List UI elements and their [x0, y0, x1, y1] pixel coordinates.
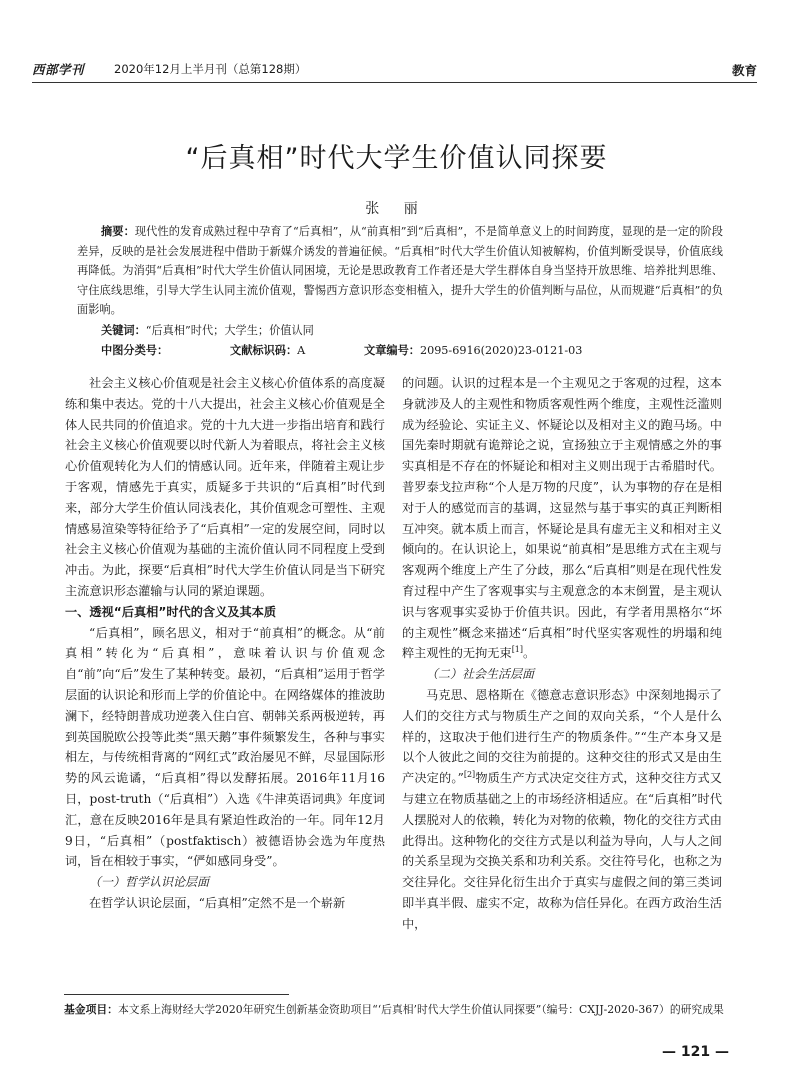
paragraph-text: 马克思、恩格斯在《德意志意识形态》中深刻地揭示了人们的交往方式与物质生产之间的双向关系，“个人是什么样的，这取决于他们进行生产的物质条件。”“生产本身又是以个人彼此之间的交往为前提的。这种交往的形式又是由生产决定的。” [402, 687, 722, 786]
article-label: 文章编号： [364, 343, 420, 357]
citation-ref: [1] [511, 645, 524, 655]
section-label: 教育 [731, 63, 757, 78]
paragraph [402, 685, 722, 935]
paragraph-text: 的问题。认识的过程本是一个主观见之于客观的过程，这本身就涉及人的主观性和物质客观性两个维度，主观性泛滥则成为经验论、实证主义、怀疑论以及相对主义的跑马场。中国先秦时期就有诡辩论之说，宣扬独立于主观情感之外的事实真相是不存在的怀疑论和相对主义则出现于古希腊时代。普罗泰戈拉声称“个人是万物的尺度”，认为事物的存在是相对于人的感觉而言的基调，这显然与基于事实的真正判断相互冲突。就本质上而言，怀疑论是具有虚无主义和相对主义倾向的。在认识论上，如果说“前真相”是思维方式在主观与客观两个维度上产生了分歧，那么“后真相”则是在现代性发育过程中产生了客观事实与主观意念的本末倒置，是主观认识与客观事实妥协于价值共识。因此，有学者用黑格尔“坏的主观性”概念来描述“后真相”时代坚实客观性的坍塌和纯粹主观性的无拘无束 [402, 376, 722, 661]
author: 张 丽 [365, 201, 428, 217]
footnote-label: 基金项目： [64, 1003, 118, 1016]
footnote-text: 本文系上海财经大学2020年研究生创新基金资助项目“‘后真相’时代大学生价值认同探要”（编号：CXJJ-2020-367）的研究成果 [117, 1003, 724, 1016]
article-title: “后真相”时代大学生价值认同探要 [185, 143, 608, 174]
paragraph: 在哲学认识论层面，“后真相”定然不是一个崭新 [89, 895, 346, 910]
paragraph [402, 373, 722, 664]
article-number [364, 342, 582, 358]
doc-label: 文献标识码： [230, 343, 298, 357]
article-value: 2095-6916(2020)23-0121-03 [419, 344, 583, 357]
issue-info: 2020年12月上半月刊（总第128期） [114, 62, 307, 76]
keywords-text: “后真相”时代；大学生；价值认同 [145, 324, 314, 337]
doc-value: A [297, 344, 306, 357]
keywords [101, 322, 314, 338]
subsection-heading: （二）社会生活层面 [426, 667, 535, 682]
paragraph: 社会主义核心价值观是社会主义核心价值体系的高度凝练和集中表达。党的十八大提出，社会主义核心价值观是全体人民共同的价值追求。党的十九大进一步指出培育和践行社会主义核心价值观要以时代新人为着眼点，将社会主义核心价值观转化为人们的情感认同。近年来，伴随着主观让步于客观，情感先于真实，质疑多于共识的“后真相”时代到来，部分大学生价值认同浅表化，其价值观念可塑性、主观情感易渲染等特征给予了“后真相”一定的发展空间，同时以社会主义核心价值观为基础的主流价值认同不同程度上受到冲击。为此，探要“后真相”时代大学生价值认同是当下研究主流意识形态灌输与认同的紧迫课题。 [65, 376, 385, 598]
footnote-divider [64, 994, 289, 995]
abstract [77, 222, 723, 320]
clc-label: 中图分类号： [101, 343, 169, 357]
citation-ref: [2] [463, 770, 476, 780]
keywords-label: 关键词： [101, 323, 146, 337]
paragraph-end: 。 [523, 646, 536, 661]
footnote [64, 1002, 727, 1018]
page-number: — 121 — [662, 1044, 729, 1060]
clc-number [101, 342, 168, 358]
journal-name: 西部学刊 [32, 62, 85, 77]
paragraph-text: 物质生产方式决定交往方式，这种交往方式又与建立在物质基础之上的市场经济相适应。在“后真相”时代人摆脱对人的依赖，转化为对物的依赖，物化的交往方式由此得出。这种物化的交往方式是以利益为导向，人与人之间的关系呈现为交换关系和功利关系。交往符号化，也称之为交往异化。交往异化衍生出介于真实与虚假之间的第三类词即半真半假、虚实不定，故称为信任异化。在西方政治生活中， [402, 771, 722, 931]
abstract-text: 现代性的发育成熟过程中孕育了“后真相”，从“前真相”到“后真相”，不是简单意义上的时间跨度，显现的是一定的阶段差异，反映的是社会发展进程中借助于新媒介诱发的普遍征候。“后真相”时代大学生价值认知被解构，价值判断受误导，价值底线再降低。为消弭“后真相”时代大学生价值认同困境，无论是思政教育工作者还是大学生群体自身当坚持开放思维、培养批判思维、守住底线思维，引导大学生认同主流价值观，警惕西方意识形态变相植入，提升大学生的价值判断与品位，从而规避“后真相”的负面影响。 [77, 225, 723, 316]
subsection-heading: （一）哲学认识论层面 [89, 875, 210, 890]
left-column [65, 373, 385, 914]
section-heading: 一、透视“后真相”时代的含义及其本质 [65, 604, 277, 619]
right-column [402, 373, 722, 935]
paragraph: “后真相”，顾名思义，相对于“前真相”的概念。从“前真相”转化为“后真相”，意味着认识与价值观念自“前”向“后”发生了某种转变。最初，“后真相”运用于哲学层面的认识论和形而上学的价值论中。在网络媒体的推波助澜下，经特朗普成功逆袭入住白宫、朝韩关系两极逆转，再到英国脱欧公投等此类“黑天鹅”事件频繁发生，各种与事实相左，与传统相背离的“网红式”政治屡见不鲜，尽显国际形势的风云诡谲，“后真相”得以发酵拓展。2016年11月16日，post-truth（“后真相”）入选《牛津英语词典》年度词汇，意在反映2016年是具有紧迫性政治的一年。同年12月9日，“后真相”（postfaktisch）被德语协会选为年度热词，旨在相较于事实，“俨如感同身受”。 [65, 625, 385, 869]
abstract-label: 摘要： [101, 225, 135, 238]
running-header [32, 58, 757, 83]
document-code [230, 342, 305, 358]
